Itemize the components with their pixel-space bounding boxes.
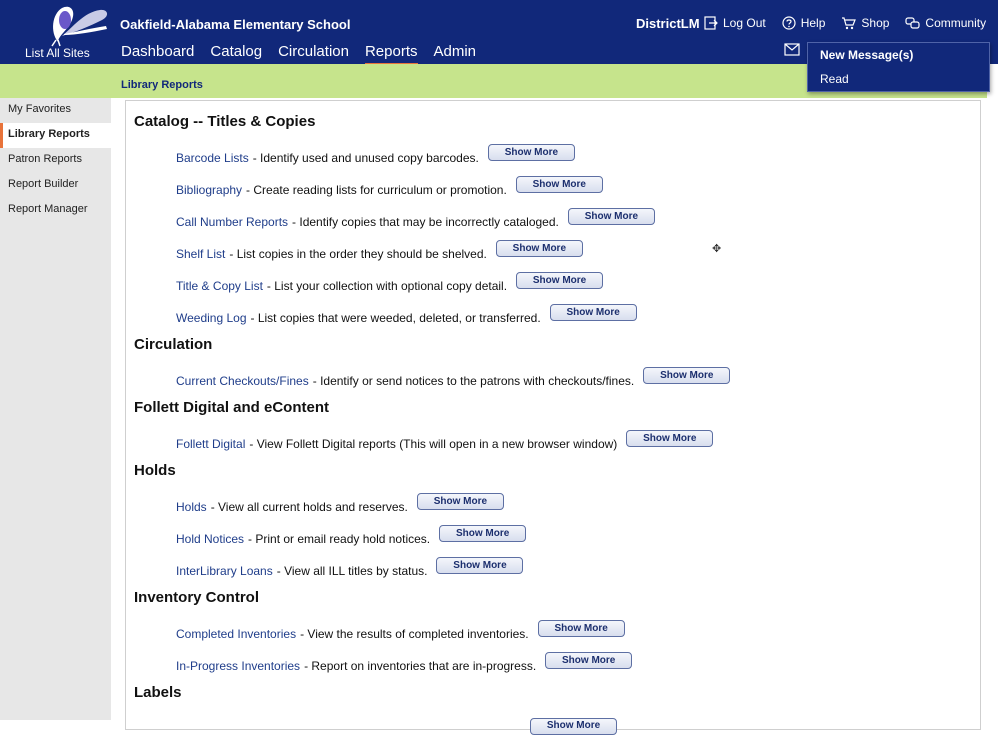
nav-circulation[interactable]: Circulation xyxy=(278,43,349,60)
report-description: - Report on inventories that are in-progress. xyxy=(304,659,537,673)
reports-panel xyxy=(125,100,981,730)
section-title-circulation: Circulation xyxy=(134,336,213,353)
sidebar-item-patron-reports[interactable]: Patron Reports xyxy=(8,153,82,165)
page-scrollbar[interactable] xyxy=(987,64,998,720)
show-more-button[interactable]: Show More xyxy=(516,272,603,289)
cart-icon xyxy=(841,16,856,30)
report-row xyxy=(176,369,730,388)
report-description: - View all current holds and reserves. xyxy=(210,500,408,514)
show-more-button[interactable]: Show More xyxy=(550,304,637,321)
show-more-button[interactable]: Show More xyxy=(516,176,603,193)
show-more-button[interactable]: Show More xyxy=(530,718,617,735)
show-more-button[interactable]: Show More xyxy=(538,620,625,637)
report-link-shelf-list[interactable]: Shelf List xyxy=(176,247,226,261)
read-messages-item[interactable]: Read xyxy=(820,72,849,86)
report-link-barcode-lists[interactable]: Barcode Lists xyxy=(176,151,249,165)
report-description: - List your collection with optional copy detail. xyxy=(266,279,508,293)
show-more-button[interactable]: Show More xyxy=(439,525,526,542)
community-label: Community xyxy=(925,16,987,30)
show-more-button[interactable]: Show More xyxy=(643,367,730,384)
mail-icon[interactable] xyxy=(784,43,800,56)
sidebar-item-report-builder[interactable]: Report Builder xyxy=(8,178,79,190)
district-name: DistrictLM xyxy=(636,16,700,31)
report-link-completed-inventories[interactable]: Completed Inventories xyxy=(176,627,297,641)
report-description: - List copies in the order they should be shelved. xyxy=(229,247,487,261)
report-row xyxy=(176,622,625,641)
messages-dropdown xyxy=(807,42,990,92)
report-row xyxy=(176,242,583,261)
help-link[interactable] xyxy=(782,16,826,30)
community-icon xyxy=(905,16,920,30)
help-label: Help xyxy=(800,16,826,30)
section-title-inventory-control: Inventory Control xyxy=(134,589,260,606)
new-messages-item[interactable]: New Message(s) xyxy=(820,48,914,62)
sidebar xyxy=(0,98,111,720)
section-title-follett-digital: Follett Digital and eContent xyxy=(134,399,329,416)
shop-link[interactable] xyxy=(841,16,889,30)
section-title-holds: Holds xyxy=(134,462,176,479)
report-description: - Print or email ready hold notices. xyxy=(248,532,431,546)
show-more-button[interactable]: Show More xyxy=(545,652,632,669)
help-icon xyxy=(782,16,796,30)
report-row xyxy=(176,654,632,673)
show-more-button[interactable]: Show More xyxy=(417,493,504,510)
report-row xyxy=(530,715,617,735)
report-link-title-copy-list[interactable]: Title & Copy List xyxy=(176,279,263,293)
report-row xyxy=(176,432,713,451)
report-link-hold-notices[interactable]: Hold Notices xyxy=(176,532,245,546)
sidebar-item-my-favorites[interactable]: My Favorites xyxy=(8,103,71,115)
report-link-follett-digital[interactable]: Follett Digital xyxy=(176,437,246,451)
nav-reports[interactable]: Reports xyxy=(365,43,418,66)
report-description: - View all ILL titles by status. xyxy=(276,564,428,578)
report-description: - Create reading lists for curriculum or promotion. xyxy=(246,183,507,197)
report-row xyxy=(176,306,637,325)
list-all-sites-link[interactable]: List All Sites xyxy=(25,46,90,60)
report-description: - View Follett Digital reports (This will open in a new browser window) xyxy=(249,437,618,451)
report-row xyxy=(176,274,603,293)
nav-catalog[interactable]: Catalog xyxy=(210,43,263,60)
school-name: Oakfield-Alabama Elementary School xyxy=(120,17,351,32)
report-link-in-progress-inventories[interactable]: In-Progress Inventories xyxy=(176,659,301,673)
report-description: - Identify copies that may be incorrectly cataloged. xyxy=(292,215,559,229)
community-link[interactable] xyxy=(905,16,986,30)
nav-admin[interactable]: Admin xyxy=(433,43,477,60)
report-description: - Identify or send notices to the patrons with checkouts/fines. xyxy=(312,374,635,388)
report-link-call-number-reports[interactable]: Call Number Reports xyxy=(176,215,289,229)
report-link-interlibrary-loans[interactable]: InterLibrary Loans xyxy=(176,564,273,578)
report-description: - Identify used and unused copy barcodes. xyxy=(252,151,479,165)
report-link-holds[interactable]: Holds xyxy=(176,500,207,514)
report-link-current-checkouts-fines[interactable]: Current Checkouts/Fines xyxy=(176,374,309,388)
nav-dashboard[interactable]: Dashboard xyxy=(121,43,195,60)
show-more-button[interactable]: Show More xyxy=(488,144,575,161)
report-row xyxy=(176,146,575,165)
top-links xyxy=(704,16,1002,30)
show-more-button[interactable]: Show More xyxy=(626,430,713,447)
show-more-button[interactable]: Show More xyxy=(568,208,655,225)
section-title-labels: Labels xyxy=(134,684,182,701)
sidebar-item-report-manager[interactable]: Report Manager xyxy=(8,203,88,215)
report-link-bibliography[interactable]: Bibliography xyxy=(176,183,243,197)
report-row xyxy=(176,178,603,197)
school-logo-icon[interactable] xyxy=(28,2,112,46)
report-description: - List copies that were weeded, deleted, or transferred. xyxy=(250,311,541,325)
report-row xyxy=(176,559,523,578)
logout-icon xyxy=(704,16,718,30)
move-cursor-icon: ✥ xyxy=(712,243,722,255)
show-more-button[interactable]: Show More xyxy=(436,557,523,574)
report-description: - View the results of completed inventories. xyxy=(300,627,529,641)
report-row xyxy=(176,210,655,229)
shop-label: Shop xyxy=(861,16,890,30)
main-nav xyxy=(121,43,492,66)
logout-link[interactable] xyxy=(704,16,766,30)
show-more-button[interactable]: Show More xyxy=(496,240,583,257)
report-row xyxy=(176,495,504,514)
section-title-catalog: Catalog -- Titles & Copies xyxy=(134,113,316,130)
sidebar-item-library-reports[interactable]: Library Reports xyxy=(0,123,111,148)
report-link-weeding-log[interactable]: Weeding Log xyxy=(176,311,247,325)
logout-label: Log Out xyxy=(723,16,766,30)
breadcrumb: Library Reports xyxy=(121,79,203,91)
report-row xyxy=(176,527,526,546)
